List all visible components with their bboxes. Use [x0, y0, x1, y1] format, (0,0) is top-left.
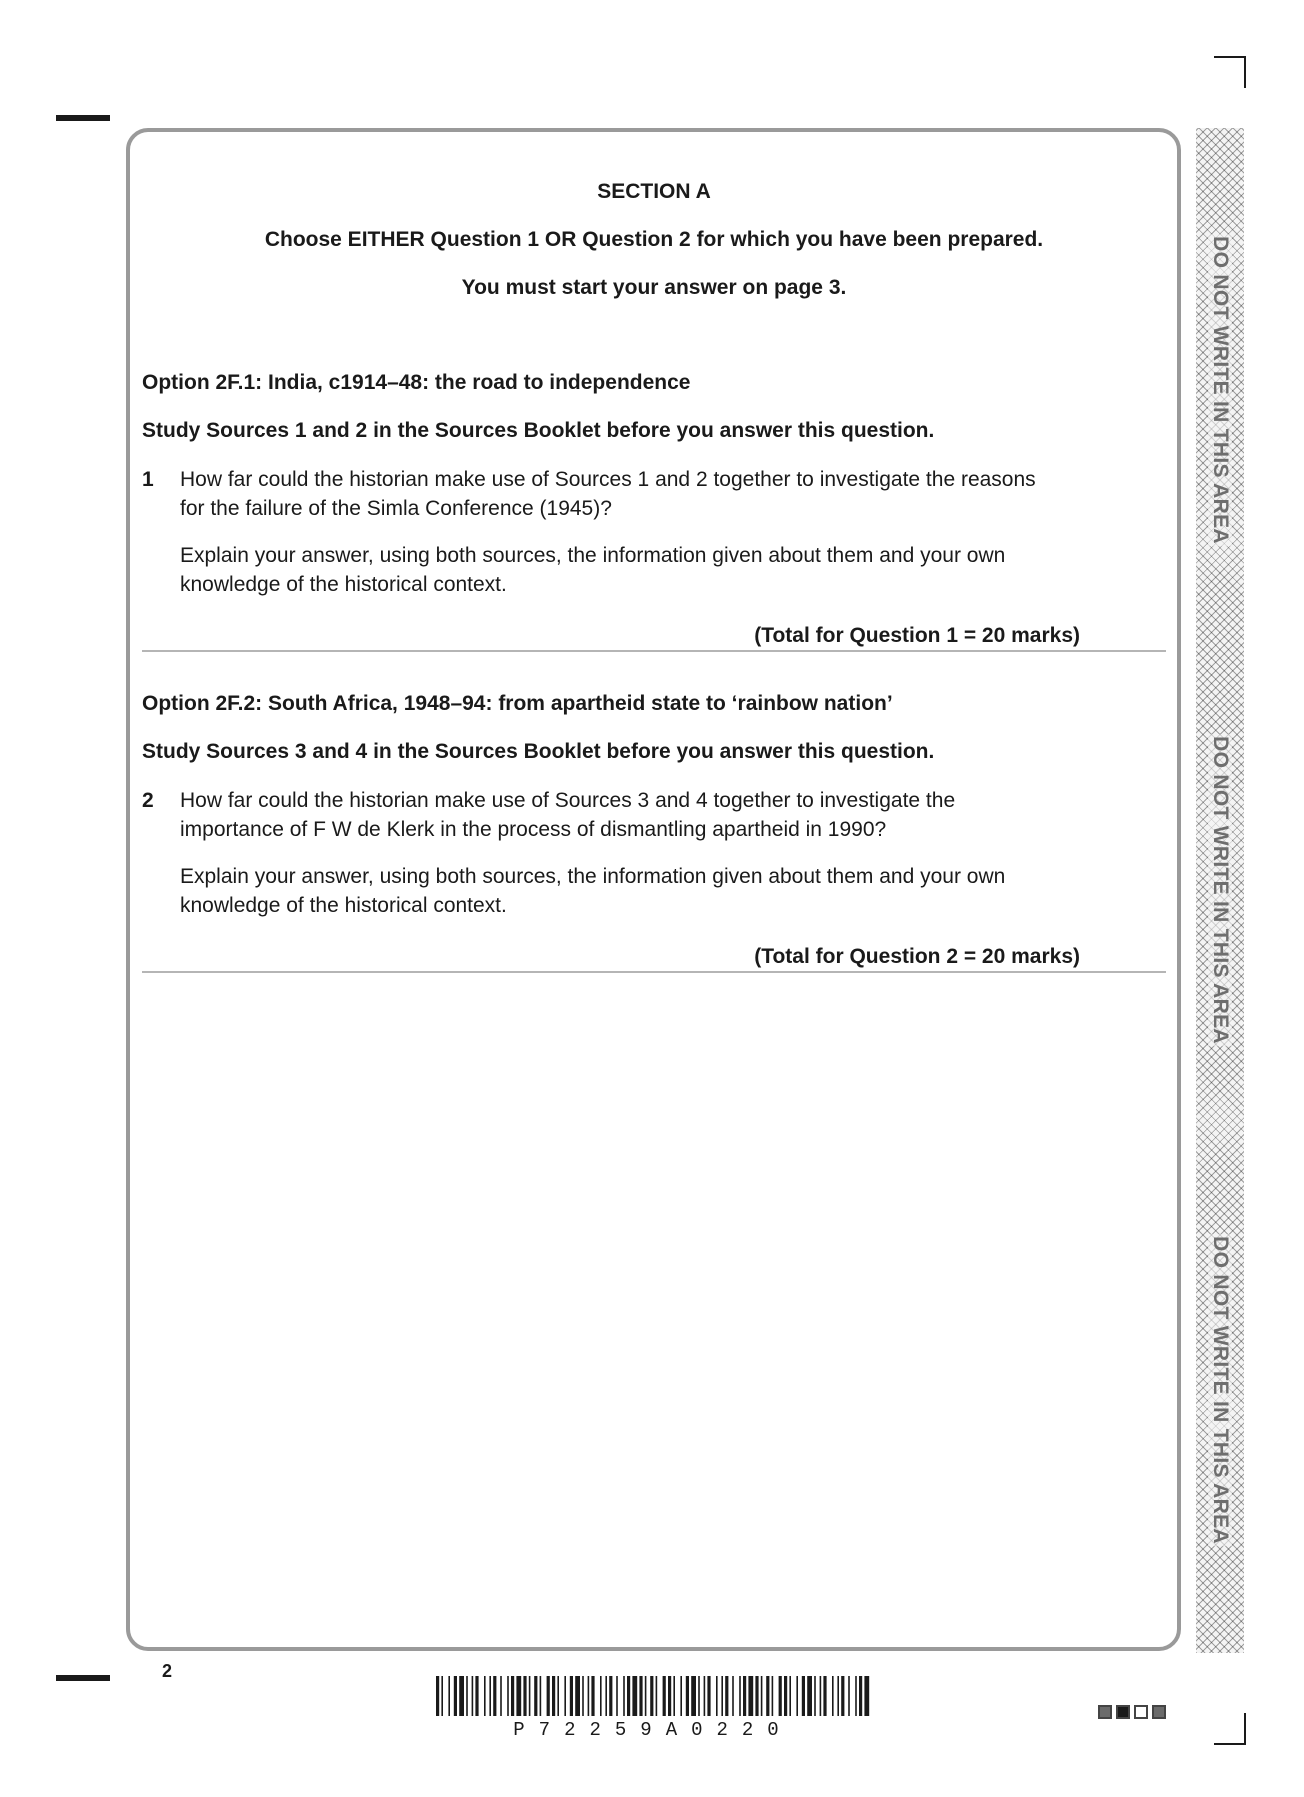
barcode-bar — [855, 1676, 857, 1716]
barcode-bar — [540, 1676, 542, 1716]
section-heading: SECTION A — [597, 180, 711, 203]
barcode-bar — [454, 1676, 457, 1716]
barcode-bar — [716, 1676, 718, 1716]
barcode-bar — [698, 1676, 700, 1716]
barcode-bar — [725, 1676, 728, 1716]
barcode-bar — [848, 1676, 850, 1716]
barcode-bar — [841, 1676, 844, 1716]
question-2 — [142, 786, 1042, 846]
crop-mark-left-top — [56, 115, 110, 121]
barcode-bar — [493, 1676, 496, 1716]
barcode-bar — [820, 1676, 822, 1716]
barcode-bar — [534, 1676, 537, 1716]
barcode-bar — [656, 1676, 658, 1716]
barcode-bar — [686, 1676, 689, 1716]
barcode-bar — [600, 1676, 602, 1716]
barcode-bar — [784, 1676, 787, 1716]
barcode-bar — [691, 1676, 696, 1716]
barcode-bar — [837, 1676, 839, 1716]
question-2-explain — [142, 862, 1042, 922]
barcode-bar — [721, 1676, 723, 1716]
barcode-bar — [772, 1676, 774, 1716]
barcode-bar — [639, 1676, 642, 1716]
barcode — [436, 1676, 870, 1716]
barcode-bar — [475, 1676, 478, 1716]
page-number: 2 — [162, 1661, 173, 1681]
question-1-number: 1 — [142, 468, 154, 491]
barcode-bar — [516, 1676, 521, 1716]
barcode-bar — [627, 1676, 630, 1716]
divider — [142, 971, 1166, 973]
barcode-bar — [748, 1676, 753, 1716]
crop-mark-top-right-vertical — [1244, 56, 1246, 88]
indicator-square — [1116, 1705, 1130, 1719]
barcode-bar — [807, 1676, 812, 1716]
barcode-bar — [832, 1676, 834, 1716]
barcode-bar — [823, 1676, 826, 1716]
indicator-square — [1152, 1705, 1166, 1719]
do-not-write-text: DO NOT WRITE IN THIS AREA — [1209, 736, 1232, 1044]
barcode-bar — [588, 1676, 590, 1716]
barcode-bar — [650, 1676, 653, 1716]
barcode-bar — [814, 1676, 816, 1716]
barcode-bar — [766, 1676, 769, 1716]
barcode-bar — [623, 1676, 625, 1716]
crop-mark-bottom-right-horizontal — [1214, 1743, 1246, 1745]
barcode-bar — [605, 1676, 607, 1716]
barcode-bar — [557, 1676, 559, 1716]
barcode-bar — [632, 1676, 637, 1716]
barcode-bar — [789, 1676, 791, 1716]
barcode-bar — [523, 1676, 526, 1716]
barcode-bar — [673, 1676, 675, 1716]
do-not-write-text: DO NOT WRITE IN THIS AREA — [1209, 236, 1232, 544]
indicator-square — [1134, 1705, 1148, 1719]
barcode-bar — [484, 1676, 486, 1716]
barcode-bar — [732, 1676, 734, 1716]
barcode-bar — [575, 1676, 580, 1716]
barcode-bar — [448, 1676, 450, 1716]
do-not-write-text: DO NOT WRITE IN THIS AREA — [1209, 1236, 1232, 1544]
question-1-explain — [142, 541, 1042, 601]
barcode-bar — [779, 1676, 782, 1716]
barcode-bar — [489, 1676, 491, 1716]
start-note: You must start your answer on page 3. — [461, 276, 847, 299]
barcode-bar — [466, 1676, 468, 1716]
barcode-bar — [645, 1676, 647, 1716]
barcode-bar — [436, 1676, 439, 1716]
option1-title: Option 2F.1: India, c1914–48: the road to independence — [142, 371, 691, 394]
question-2-explain-text: Explain your answer, using both sources, the information given about them and your own knowledge of the historical context. — [180, 865, 1006, 917]
barcode-bar — [802, 1676, 805, 1716]
barcode-bar — [668, 1676, 671, 1716]
barcode-bar — [680, 1676, 682, 1716]
indicator-square — [1098, 1705, 1112, 1719]
barcode-bar — [864, 1676, 869, 1716]
barcode-bar — [500, 1676, 502, 1716]
barcode-bar — [529, 1676, 531, 1716]
barcode-bar — [547, 1676, 550, 1716]
question-2-number: 2 — [142, 789, 154, 812]
option2-title: Option 2F.2: South Africa, 1948–94: from apartheid state to ‘rainbow nation’ — [142, 692, 893, 715]
question-1-total: (Total for Question 1 = 20 marks) — [754, 624, 1080, 647]
barcode-bar — [739, 1676, 741, 1716]
barcode-bar — [507, 1676, 509, 1716]
barcode-bar — [663, 1676, 666, 1716]
barcode-bar — [459, 1676, 464, 1716]
barcode-text: P72259A0220 — [513, 1719, 793, 1741]
barcode-bar — [761, 1676, 763, 1716]
barcode-bar — [472, 1676, 474, 1716]
barcode-bar — [564, 1676, 566, 1716]
barcode-bar — [743, 1676, 746, 1716]
barcode-bar — [609, 1676, 612, 1716]
barcode-bar — [552, 1676, 555, 1716]
barcode-bar — [441, 1676, 443, 1716]
crop-mark-top-right-horizontal — [1214, 56, 1246, 58]
question-2-text: How far could the historian make use of Sources 3 and 4 together to investigate the importance of F W de Klerk in the process of dismantling apartheid in 1990? — [180, 789, 956, 841]
question-1-explain-text: Explain your answer, using both sources, the information given about them and your own knowledge of the historical context. — [180, 544, 1006, 596]
barcode-bar — [616, 1676, 618, 1716]
barcode-bar — [591, 1676, 594, 1716]
barcode-bar — [859, 1676, 862, 1716]
barcode-bar — [511, 1676, 514, 1716]
barcode-bar — [796, 1676, 798, 1716]
option1-study-note: Study Sources 1 and 2 in the Sources Booklet before you answer this question. — [142, 419, 935, 442]
option2-study-note: Study Sources 3 and 4 in the Sources Booklet before you answer this question. — [142, 740, 935, 763]
crop-mark-bottom-right-vertical — [1244, 1713, 1246, 1745]
barcode-bar — [704, 1676, 706, 1716]
question-1 — [142, 465, 1042, 525]
divider — [142, 650, 1166, 652]
crop-mark-left-bottom — [56, 1675, 110, 1681]
barcode-bar — [707, 1676, 710, 1716]
barcode-bar — [755, 1676, 758, 1716]
question-2-total: (Total for Question 2 = 20 marks) — [754, 945, 1080, 968]
barcode-bar — [570, 1676, 573, 1716]
barcode-bar — [582, 1676, 584, 1716]
instruction-text: Choose EITHER Question 1 OR Question 2 for which you have been prepared. — [264, 228, 1044, 251]
question-1-text: How far could the historian make use of Sources 1 and 2 together to investigate the reasons for the failure of the Simla Conference (1945)? — [180, 468, 1036, 520]
do-not-write-margin — [1196, 128, 1244, 1653]
